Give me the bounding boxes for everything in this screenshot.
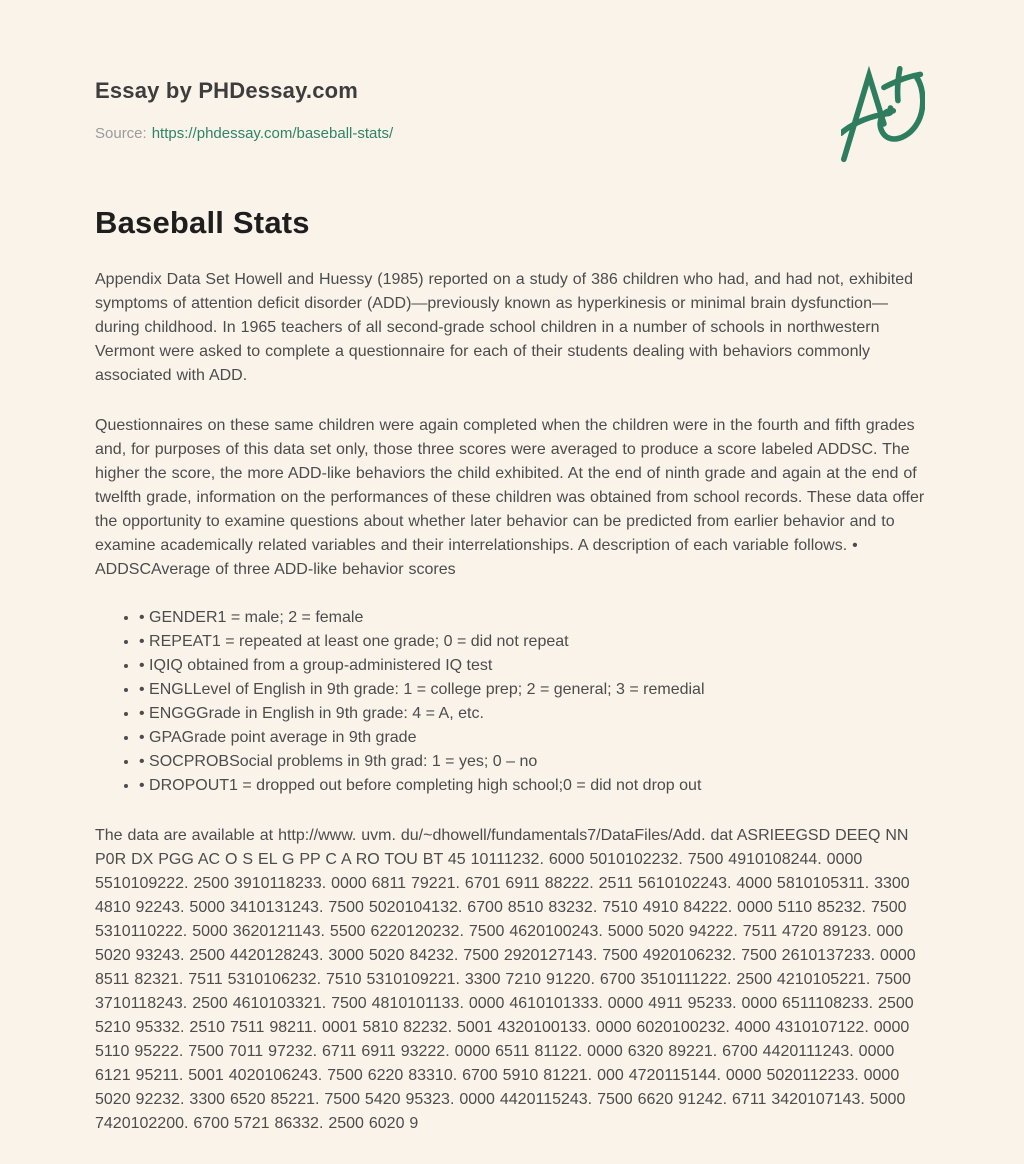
- phdessay-a-plus-logo-icon: [841, 66, 925, 164]
- variable-list-item: • • SOCPROBSocial problems in 9th grad: 1 = yes; 0 – no: [139, 750, 925, 774]
- variable-list-item: • • GENDER1 = male; 2 = female: [139, 606, 925, 630]
- variable-list-item: • • DROPOUT1 = dropped out before completing high school;0 = did not drop out: [139, 774, 925, 798]
- variable-list-item: • • IQIQ obtained from a group-administered IQ test: [139, 654, 925, 678]
- variable-definitions-list: [95, 606, 925, 798]
- variable-list-item: • • ENGGGrade in English in 9th grade: 4 = A, etc.: [139, 702, 925, 726]
- source-label: Source:: [95, 125, 147, 143]
- essay-content: [95, 204, 925, 1135]
- variable-list-item: • • GPAGrade point average in 9th grade: [139, 726, 925, 750]
- variable-list-item: • • ENGLLevel of English in 9th grade: 1 = college prep; 2 = general; 3 = remedial: [139, 678, 925, 702]
- paragraph-questionnaires: Questionnaires on these same children were again completed when the children were in the fourth and fifth grades and, for purposes of this data set only, those three scores were averaged to produce a score labeled ADDSC. The higher the score, the more ADD-like behaviors the child exhibited. At the end of ninth grade and again at the end of twelfth grade, information on the performances of these children was obtained from school records. These data offer the opportunity to examine questions about whether later behavior can be predicted from earlier behavior and to examine academically related variables and their interrelationships. A description of each variable follows. • ADDSCAverage of three ADD-like behavior scores: [95, 416, 925, 578]
- paragraph-raw-data: The data are available at http://www. uvm. du/~dhowell/fundamentals7/DataFiles/Add. dat ASRIEEGSD DEEQ NN P0R DX PGG AC O S EL G PP C A RO TOU BT 45 10111232. 6000 5010102232. 7500 4910108244. 0000 5510109222. 2500 3910118233. 0000 6811 79221. 6701 6911 88222. 2511 5610102243. 4000 5810105311. 3300 4810 92243. 5000 3410131243. 7500 5020104132. 6700 8510 83232. 7510 4910 84222. 0000 5110 85232. 7500 5310110222. 5000 3620121143. 5500 6220120232. 7500 4620100243. 5000 5020 94222. 7511 4720 89123. 000 5020 93243. 2500 4420128243. 3000 5020 84232. 7500 2920127143. 7500 4920106232. 7500 2610137233. 0000 8511 82321. 7511 5310106232. 7510 5310109221. 3300 7210 91220. 6700 3510111222. 2500 4210105221. 7500 3710118243. 2500 4610103321. 7500 4810101133. 0000 4610101333. 0000 4911 95233. 0000 6511108233. 2500 5210 95332. 2510 7511 98211. 0001 5810 82232. 5001 4320100133. 0000 6020100232. 4000 4310107122. 0000 5110 95222. 7500 7011 97232. 6711 6911 93222. 0000 6511 81122. 0000 6320 89221. 6700 4420111243. 0000 6121 95211. 5001 4020106243. 7500 6220 83310. 6700 5910 81221. 000 4720115144. 0000 5020112233. 0000 5020 92232. 3300 6520 85221. 7500 5420 95323. 0000 4420115243. 7500 6620 91242. 6711 3420107143. 5000 7420102200. 6700 5721 86332. 2500 6020 9: [95, 826, 916, 1132]
- site-title: Essay by PHDessay.com: [95, 78, 359, 103]
- source-link[interactable]: https://phdessay.com/baseball-stats/: [151, 125, 394, 143]
- variable-list-item: • • REPEAT1 = repeated at least one grade; 0 = did not repeat: [139, 630, 925, 654]
- paragraph-appendix-intro: Appendix Data Set Howell and Huessy (1985) reported on a study of 386 children who had, and had not, exhibited symptoms of attention deficit disorder (ADD)—previously known as hyperkinesis or minimal brain dysfunction—during childhood. In 1965 teachers of all second-grade school children in a number of schools in northwestern Vermont were asked to complete a questionnaire for each of their students dealing with behaviors commonly associated with ADD.: [95, 270, 914, 384]
- page-header: [95, 78, 925, 142]
- essay-title: Baseball Stats: [95, 205, 310, 241]
- source-line: [95, 125, 925, 142]
